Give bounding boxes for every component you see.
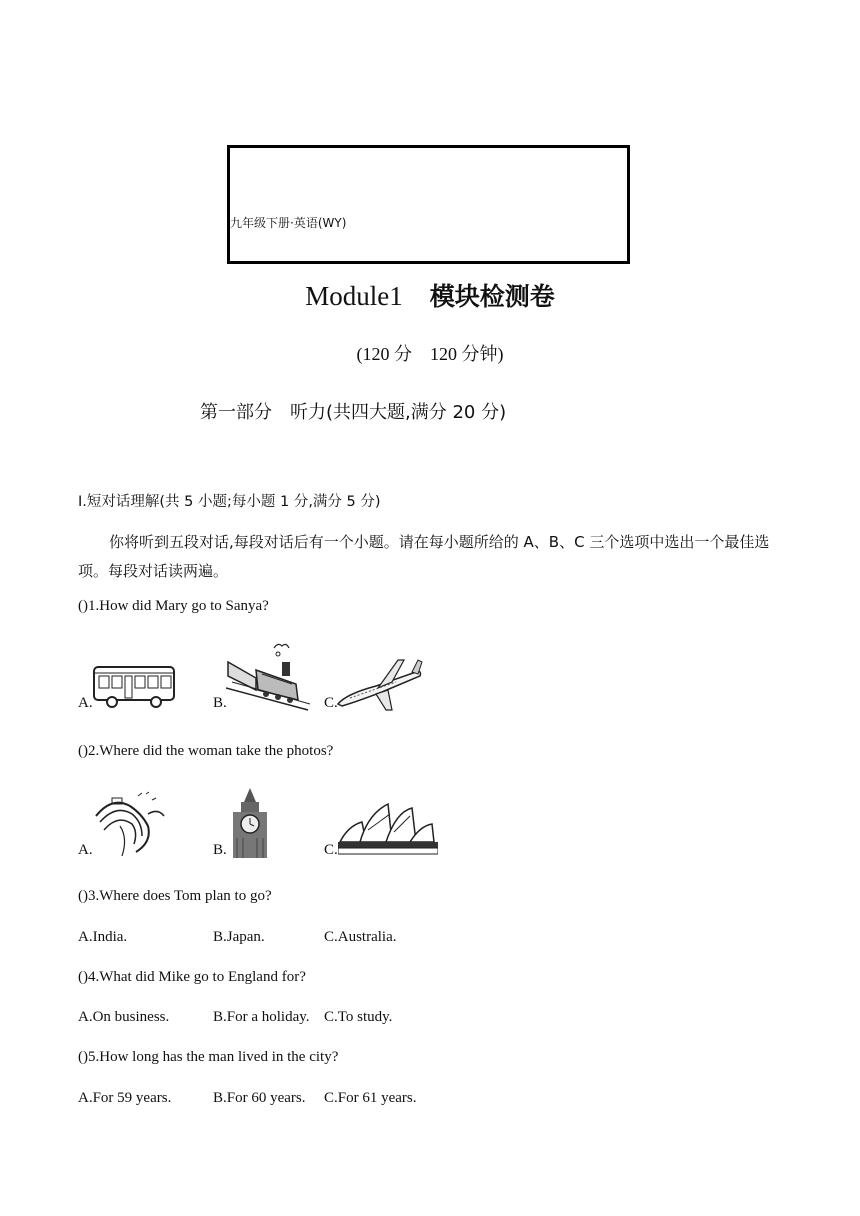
- question-2-stem: ()2.Where did the woman take the photos?: [78, 743, 334, 759]
- question-1-option-b: B.: [213, 695, 227, 711]
- question-1-option-a: A.: [78, 695, 93, 711]
- airplane-icon: [336, 656, 424, 712]
- question-5-option-b: B.For 60 years.: [213, 1090, 306, 1106]
- question-2-option-a: A.: [78, 842, 93, 858]
- question-3-option-b: B.Japan.: [213, 929, 265, 945]
- section-one-heading: Ⅰ.短对话理解(共 5 小题;每小题 1 分,满分 5 分): [78, 494, 381, 510]
- question-2-option-c: C.: [324, 842, 338, 858]
- question-1-option-c: C.: [324, 695, 338, 711]
- question-4-option-a: A.On business.: [78, 1009, 170, 1025]
- question-2-option-b: B.: [213, 842, 227, 858]
- question-4-stem: ()4.What did Mike go to England for?: [78, 969, 306, 985]
- question-5-stem: ()5.How long has the man lived in the city?: [78, 1049, 339, 1065]
- title-module: Module1: [305, 281, 403, 311]
- part-one-heading: [200, 398, 506, 424]
- bus-icon: [92, 664, 178, 710]
- question-4-option-b: B.For a holiday.: [213, 1009, 310, 1025]
- train-icon: [226, 640, 310, 712]
- question-3-option-a: A.India.: [78, 929, 128, 945]
- question-3-stem: ()3.Where does Tom plan to go?: [78, 888, 272, 904]
- header-box: [227, 145, 630, 264]
- question-5-option-a: A.For 59 years.: [78, 1090, 172, 1106]
- page-title: [0, 274, 860, 313]
- question-1-stem: ()1.How did Mary go to Sanya?: [78, 598, 269, 614]
- section-one-instructions: 你将听到五段对话,每段对话后有一个小题。请在每小题所给的 A、B、C 三个选项中选出一个最佳选项。每段对话读两遍。: [78, 533, 770, 580]
- question-3-option-c: C.Australia.: [324, 929, 397, 945]
- big-ben-icon: [229, 788, 271, 858]
- question-4-option-c: C.To study.: [324, 1009, 393, 1025]
- question-5-option-c: C.For 61 years.: [324, 1090, 417, 1106]
- part-one-text: 第一部分 听力(共四大题,满分 20 分): [200, 402, 507, 423]
- header-text: 九年级下册·英语(WY): [230, 216, 347, 230]
- opera-house-icon: [338, 800, 438, 856]
- title-cn: 模块检测卷: [429, 282, 555, 311]
- wave-icon: [92, 786, 168, 856]
- score-time: (120 分 120 分钟): [356, 344, 504, 364]
